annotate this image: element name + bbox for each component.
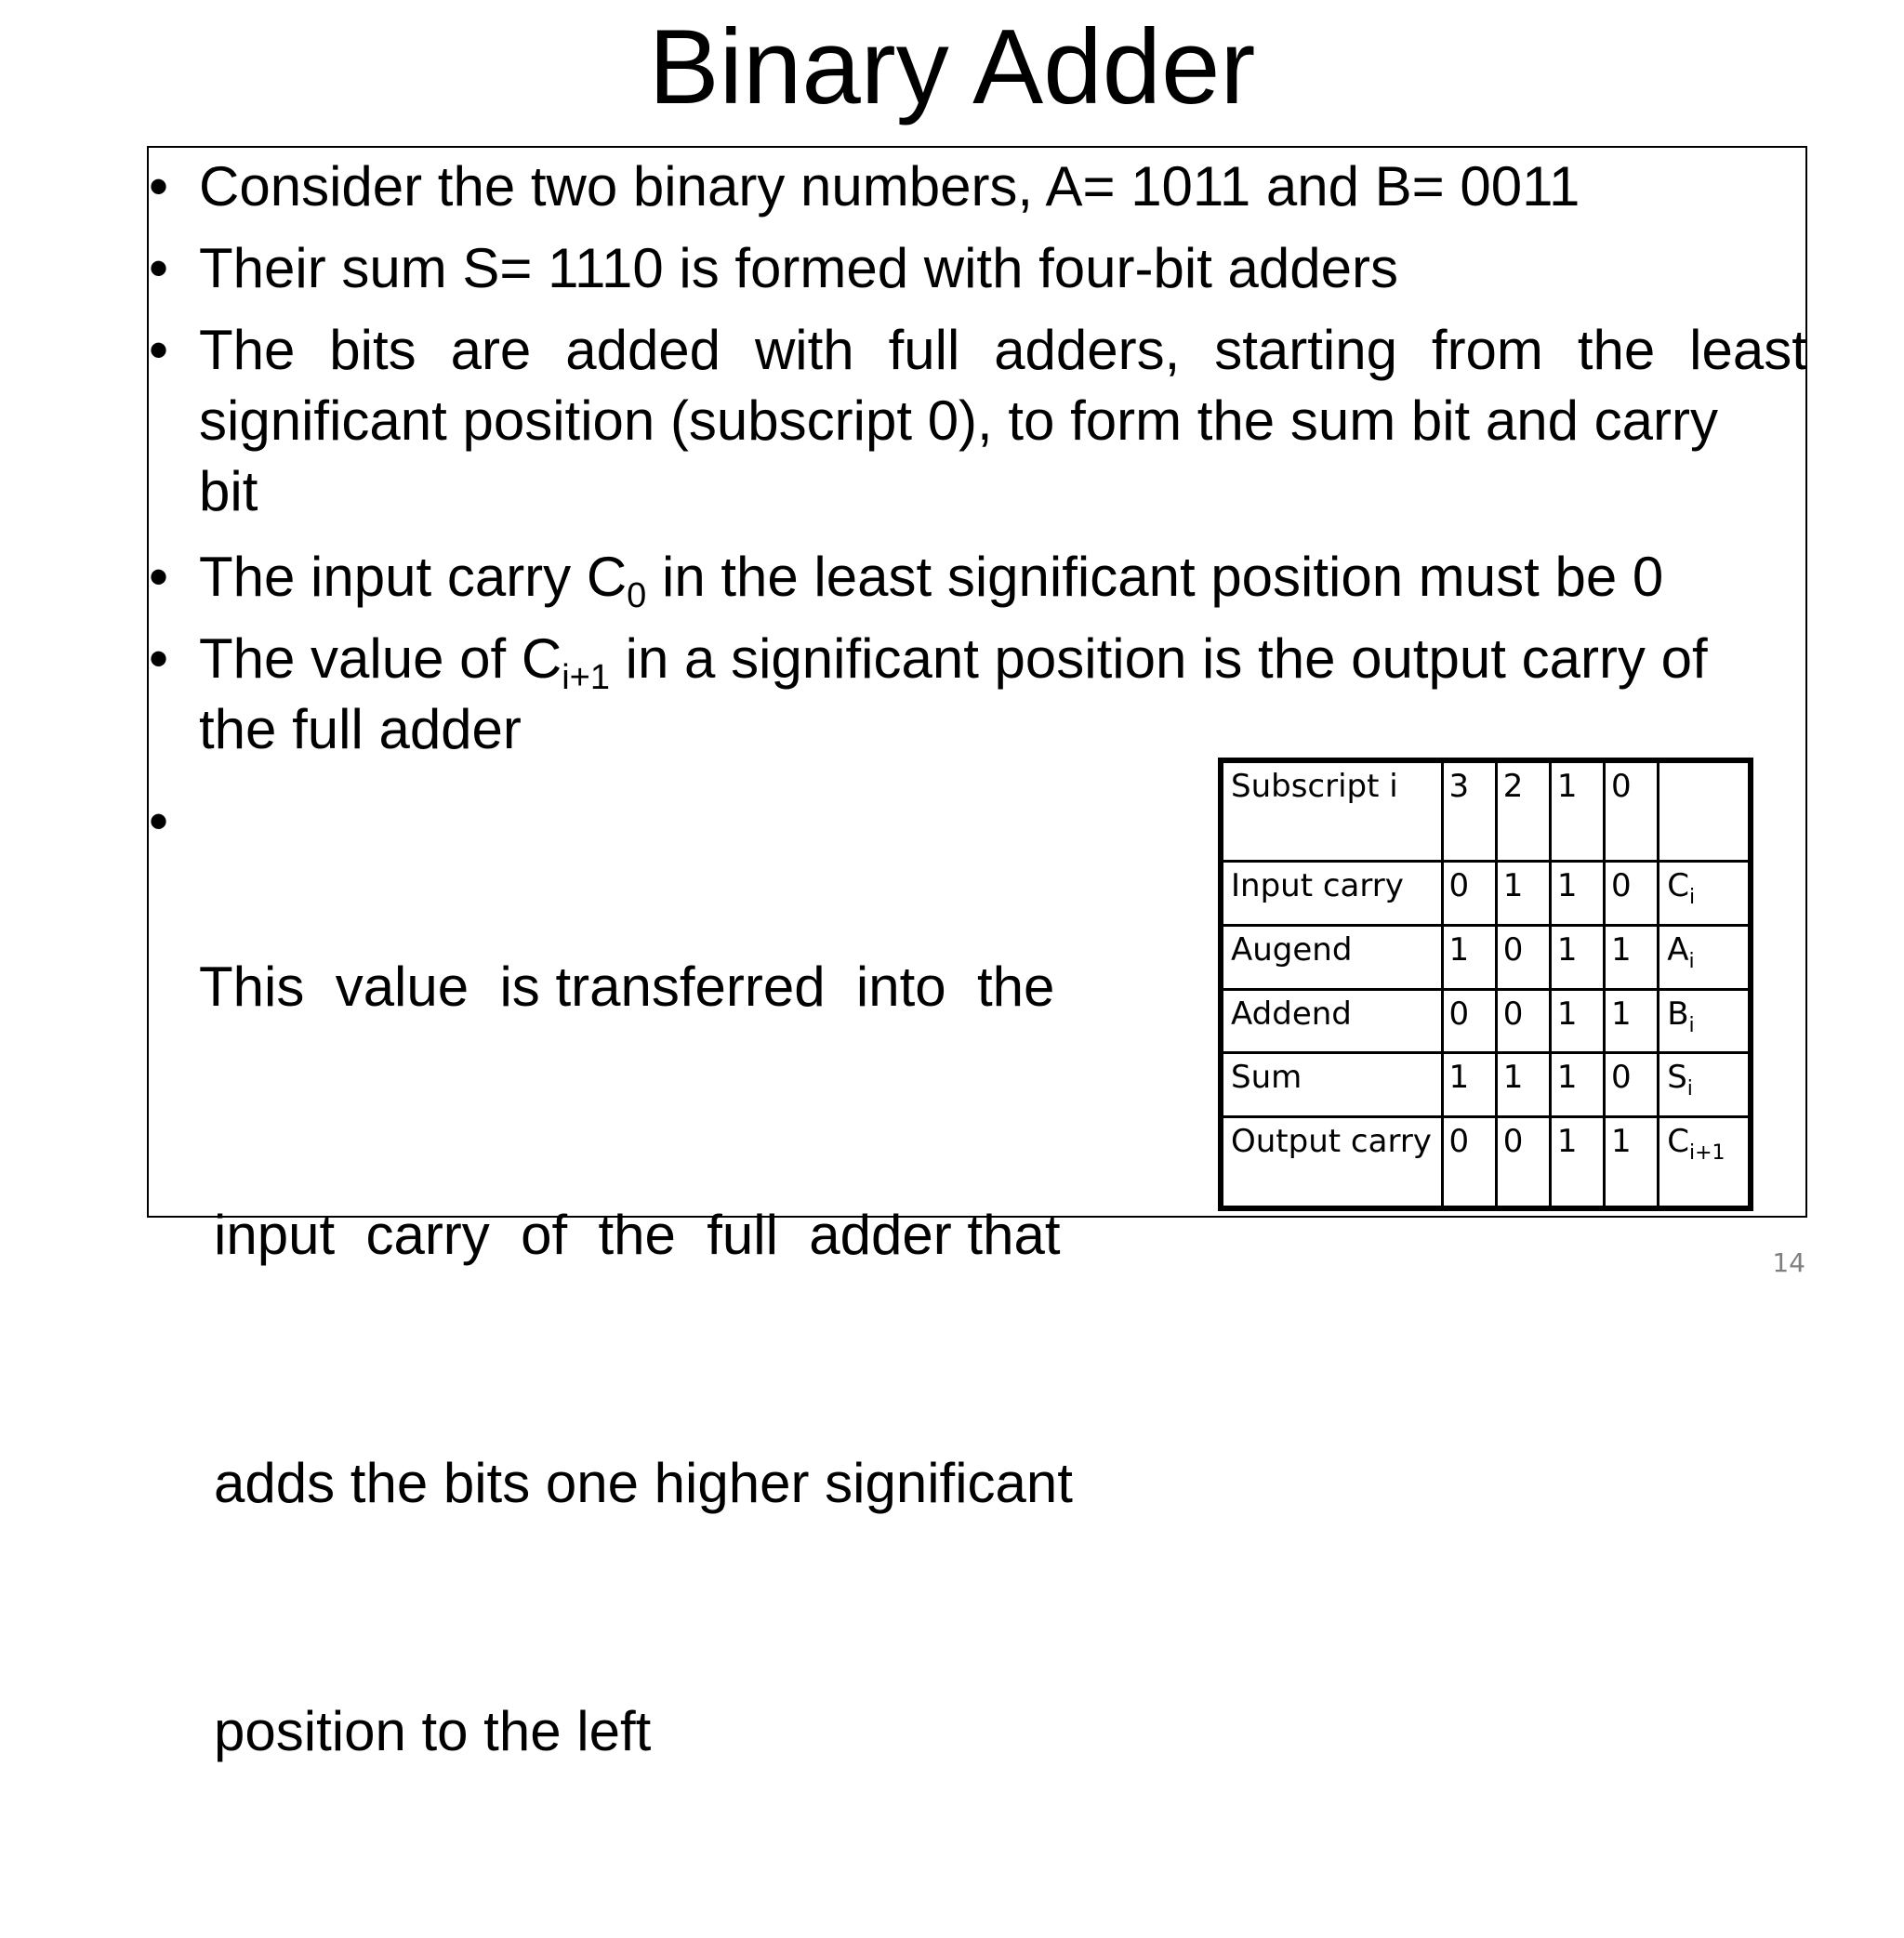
row-bit: 1 (1550, 989, 1604, 1053)
b4-after: in the least significant position must be 0 (646, 546, 1664, 608)
row-bit: 1 (1442, 1053, 1496, 1117)
b4-before: The input carry C (199, 546, 628, 608)
b5-after: in a significant position is the output carry of (610, 627, 1708, 690)
table-row (1221, 861, 1751, 925)
row-bit: 1 (1605, 925, 1659, 989)
row-symbol (1659, 1053, 1751, 1117)
bullet-dot: • (149, 319, 169, 381)
bullet-6-line-1: This value is transferred into the (199, 956, 1055, 1018)
bullet-3-line-3: bit (199, 460, 258, 522)
symbol-main: C (1667, 866, 1689, 904)
bullet-3-line-2: significant position (subscript 0), to form the sum bit and carry (199, 389, 1719, 452)
bullet-3-word: The (199, 319, 296, 381)
table-header-symbol (1659, 760, 1751, 861)
row-symbol (1659, 989, 1751, 1053)
bullet-dot: • (149, 546, 169, 608)
row-bit: 1 (1496, 1053, 1550, 1117)
bullet-text: Consider the two binary numbers, A= 1011 and B= 0011 (199, 155, 1580, 218)
table-header-label: Subscript i (1221, 760, 1442, 861)
row-bit: 1 (1442, 925, 1496, 989)
symbol-main: A (1667, 930, 1689, 969)
symbol-sub: i (1688, 949, 1695, 973)
table-row (1221, 989, 1751, 1053)
bullet-3-word: with (754, 319, 854, 381)
bullet-3-word: starting (1214, 319, 1397, 381)
row-label: Addend (1221, 989, 1442, 1053)
bullet-3 (149, 315, 1809, 529)
bullet-3-word: the (1577, 319, 1656, 381)
row-symbol (1659, 861, 1751, 925)
row-bit: 1 (1496, 861, 1550, 925)
bullet-3-word: are (450, 319, 532, 381)
row-bit: 0 (1496, 989, 1550, 1053)
bullet-text (199, 542, 1663, 613)
table-header-col: 3 (1442, 760, 1496, 861)
bullet-6-line-2: input carry of the full adder that (214, 1204, 1061, 1266)
table-header-row (1221, 760, 1751, 861)
bullet-dot: • (149, 155, 169, 218)
bullet-3-word: bits (329, 319, 416, 381)
row-bit: 1 (1550, 925, 1604, 989)
symbol-sub: i (1686, 1077, 1693, 1101)
table-row (1221, 925, 1751, 989)
table-row (1221, 1053, 1751, 1117)
slide-title: Binary Adder (648, 8, 1256, 126)
table-row (1221, 1117, 1751, 1208)
row-label: Input carry (1221, 861, 1442, 925)
page-number: 14 (1772, 1247, 1805, 1278)
bullet-3-word: least (1689, 319, 1807, 381)
bullet-6-line-3: adds the bits one higher significant (214, 1452, 1073, 1514)
row-bit: 0 (1605, 861, 1659, 925)
row-bit: 0 (1496, 925, 1550, 989)
bullet-3-word: from (1431, 319, 1543, 381)
table-header-col: 2 (1496, 760, 1550, 861)
symbol-sub: i (1688, 1013, 1695, 1037)
bullet-text: Their sum S= 1110 is formed with four-bit adders (199, 237, 1398, 299)
row-bit: 1 (1550, 1053, 1604, 1117)
bullet-6-line-4: position to the left (214, 1700, 652, 1762)
row-bit: 0 (1605, 1053, 1659, 1117)
b5-subscript: i+1 (562, 658, 610, 697)
bullet-3-line-1 (199, 315, 1807, 386)
row-bit: 1 (1550, 1117, 1604, 1208)
bullet-5-line-1 (199, 624, 1708, 697)
row-bit: 0 (1442, 1117, 1496, 1208)
row-label: Output carry (1221, 1117, 1442, 1208)
b5-before: The value of C (199, 627, 562, 690)
row-label: Sum (1221, 1053, 1442, 1117)
symbol-main: C (1667, 1123, 1689, 1161)
symbol-main: S (1667, 1059, 1687, 1097)
row-symbol (1659, 925, 1751, 989)
bullet-3-word: adders, (994, 319, 1181, 381)
row-bit: 0 (1442, 989, 1496, 1053)
binary-addition-table (1218, 758, 1753, 1211)
symbol-main: B (1667, 995, 1689, 1033)
b4-subscript: 0 (627, 576, 647, 615)
row-bit: 1 (1605, 989, 1659, 1053)
bullet-3-word: added (565, 319, 721, 381)
row-bit: 1 (1550, 861, 1604, 925)
bullet-dot: • (149, 237, 169, 299)
table-header-col: 0 (1605, 760, 1659, 861)
bullet-3-word: full (888, 319, 960, 381)
row-label: Augend (1221, 925, 1442, 989)
row-symbol (1659, 1117, 1751, 1208)
bullet-5-line-2: the full adder (199, 698, 522, 760)
bullet-dot: • (149, 627, 169, 690)
row-bit: 1 (1605, 1117, 1659, 1208)
table-header-col: 1 (1550, 760, 1604, 861)
symbol-sub: i+1 (1688, 1141, 1726, 1166)
symbol-sub: i (1688, 885, 1696, 909)
row-bit: 0 (1496, 1117, 1550, 1208)
row-bit: 0 (1442, 861, 1496, 925)
bullet-dot: • (149, 790, 169, 852)
